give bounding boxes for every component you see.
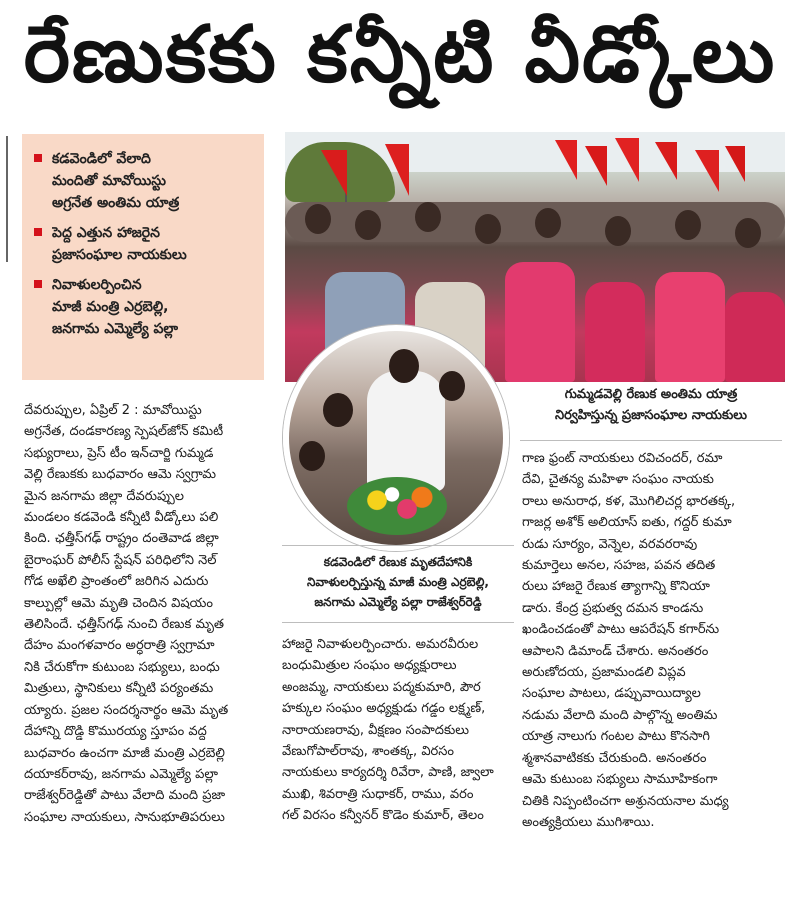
- body-line: కుమార్తెలు అనల, సహజ, పవన తదిత: [522, 558, 716, 574]
- tribute-inset-photo: [283, 325, 509, 551]
- body-line: తెలిసిందే. ఛత్తీస్‌గఢ్ నుంచి రేణుక మృత: [24, 617, 225, 633]
- body-line: యాత్ర నాలుగు గంటల పాటు కొనసాగి: [522, 729, 711, 745]
- body-line: అరుణోదయ, ప్రజామండలి విప్లవ: [522, 665, 686, 681]
- body-line: నారాయణరావు, వీక్షణం సంపాదకులు: [282, 722, 469, 738]
- person-white-shirt: [367, 371, 445, 491]
- pink-saree: [585, 282, 645, 382]
- person-head: [389, 349, 419, 383]
- body-line: బుధవారం ఉంచగా మాజీ మంత్రి ఎర్రబెల్లి: [24, 745, 225, 761]
- body-line: మండలం కడవెండి కన్నీటి వీడ్కోలు పలి: [24, 510, 219, 526]
- caption-line: గుమ్మడవెల్లి రేణుక అంతిమ యాత్ర: [564, 387, 738, 402]
- bullet-square-icon: [34, 154, 42, 162]
- body-line: కాల్పుల్లో ఆమె మృతి చెందిన విషయం: [24, 595, 213, 611]
- body-line: వెల్లి రేణుకకు బుధవారం ఆమె స్వగ్రామ: [24, 467, 217, 483]
- red-flag: [725, 146, 745, 182]
- red-flag: [321, 150, 347, 196]
- body-line: రుడు సూర్యం, వెన్నెల, వరవరరావు: [522, 536, 698, 552]
- article-column-2: [282, 634, 514, 827]
- body-line: హక్కుల సంఘం అధ్యక్షుడు గడ్డం లక్ష్మణ్,: [282, 701, 486, 717]
- highlight-line: నివాళులర్పించిన: [52, 277, 142, 293]
- body-line: గాజర్ల అశోక్ అలియాస్ ఐతు, గద్దర్ కుమా: [522, 515, 732, 531]
- person-head: [305, 204, 331, 234]
- red-flag: [385, 144, 409, 196]
- pink-saree: [725, 292, 785, 382]
- body-line: అంత్యక్రియలు ముగిశాయి.: [522, 814, 655, 830]
- body-line: అగ్రనేత, దండకారణ్య స్పెషల్‌జోన్ కమిటీ: [24, 424, 224, 440]
- highlight-item: [34, 274, 254, 340]
- body-line: ఆమె కుటుంబ సభ్యులు సామూహికంగా: [522, 772, 718, 788]
- caption-rule: [520, 440, 782, 441]
- person-head: [605, 216, 631, 246]
- highlight-line: ప్రజాసంఘాల నాయకులు: [52, 247, 187, 263]
- body-line: కింది. ఛత్తీస్‌గఢ్ రాష్ట్రం దంతెవాడ జిల్లా: [24, 531, 219, 547]
- person-head: [299, 441, 325, 471]
- caption-line: జనగామ ఎమ్మెల్యే పల్లా రాజేశ్వర్‌రెడ్డి: [314, 595, 482, 609]
- body-line: దయాకర్‌రావు, జనగామ ఎమ్మెల్యే పల్లా: [24, 766, 218, 782]
- person-head: [323, 393, 353, 427]
- body-line: రాజేశ్వర్‌రెడ్డితో పాటు వేలాది మంది ప్రజా: [24, 788, 226, 804]
- body-line: డారు. కేంద్ర ప్రభుత్వ దమన కాండను: [522, 600, 704, 616]
- body-line: దేహం మంగళవారం అర్ధరాత్రి స్వగ్రామా: [24, 638, 215, 654]
- body-line: రాలు అనురాధ, కళ, మొగిలిచర్ల భారతక్క,: [522, 493, 736, 509]
- margin-rule: [6, 136, 8, 262]
- red-flag: [655, 142, 677, 180]
- inset-photo-caption: [282, 552, 514, 612]
- body-line: సంఘాల నాయకులు, సానుభూతిపరులు: [24, 809, 225, 825]
- person-head: [475, 214, 501, 244]
- bullet-square-icon: [34, 228, 42, 236]
- highlight-line: అగ్రనేత అంతిమ యాత్ర: [52, 195, 180, 211]
- caption-rule: [282, 545, 514, 546]
- body-line: చితికి నిప్పంటించగా అశ్రునయనాల మధ్య: [522, 793, 729, 809]
- body-line: నికి చేరుకోగా కుటుంబ సభ్యులు, బంధు: [24, 659, 220, 675]
- pink-saree: [655, 272, 725, 382]
- person-head: [439, 371, 465, 401]
- red-flag: [585, 146, 607, 186]
- highlight-line: మందితో మావోయిస్టు: [52, 173, 166, 189]
- body-line: నాయకులు కార్యదర్శి రివేరా, పాణి, జ్వాలా: [282, 765, 494, 781]
- body-line: బైరాంఘర్ పోలీస్ స్టేషన్ పరిధిలోని నెల్: [24, 552, 217, 568]
- body-line: దేహాన్ని దొడ్డి కొమురయ్య స్తూపం వద్ద: [24, 724, 207, 740]
- highlight-item: [34, 148, 254, 214]
- caption-rule: [282, 622, 514, 623]
- body-line: సభ్యురాలు, ప్రెస్ టీం ఇన్‌చార్జి గుమ్మడ: [24, 445, 214, 461]
- caption-line: నిర్వహిస్తున్న ప్రజాసంఘాల నాయకులు: [554, 408, 747, 423]
- highlight-line: పెద్ద ఎత్తున హాజరైన: [52, 225, 160, 241]
- body-line: వేణుగోపాల్‌రావు, శాంతక్క, విరసం: [282, 744, 454, 760]
- pink-saree: [505, 262, 575, 382]
- main-photo-caption: [520, 384, 782, 426]
- body-line: దేవి, చైతన్య మహిళా సంఘం నాయకు: [522, 472, 714, 488]
- person-head: [355, 210, 381, 240]
- body-line: గోడ అఖేలి ప్రాంతంలో జరిగిన ఎదురు: [24, 574, 209, 590]
- body-line: మిత్రులు, స్థానికులు కన్నీటి పర్యంతమ: [24, 681, 214, 697]
- body-line: య్యారు. ప్రజల సందర్శనార్థం ఆమె మృత: [24, 702, 229, 718]
- body-line: రులు హాజరై రేణుక త్యాగాన్ని కొనియా: [522, 579, 710, 595]
- caption-line: నివాళులర్పిస్తున్న మాజీ మంత్రి ఎర్రబెల్లి,: [307, 575, 489, 589]
- article-column-3: [522, 448, 784, 833]
- red-flag: [555, 140, 577, 180]
- body-line: మైన జనగామ జిల్లా దేవరుప్పుల: [24, 488, 184, 504]
- body-line: ఖండించడంతో పాటు ఆపరేషన్ కగార్‌ను: [522, 622, 720, 638]
- person-head: [415, 202, 441, 232]
- article-column-1: [24, 400, 274, 828]
- body-line: దేవరుప్పుల, ఏప్రిల్ 2 : మావోయిస్టు: [24, 403, 202, 418]
- person-head: [735, 218, 761, 248]
- body-line: శ్మశానవాటికకు చేరుకుంది. అనంతరం: [522, 750, 707, 766]
- body-line: ముఖి, శివరాత్రి సుధాకర్, రాము, వరం: [282, 786, 474, 802]
- headline: రేణుకకు కన్నీటి వీడ్కోలు: [23, 9, 777, 100]
- caption-line: కడవెండిలో రేణుక మృతదేహానికి: [323, 555, 473, 569]
- red-flag: [695, 150, 719, 192]
- body-line: బంధుమిత్రుల సంఘం అధ్యక్షురాలు: [282, 658, 457, 674]
- highlight-line: కడవెండిలో వేలాది: [52, 151, 151, 167]
- highlight-item: [34, 222, 254, 266]
- person-head: [675, 210, 701, 240]
- body-line: గాణ ఫ్రంట్ నాయకులు రవిచందర్, రమా: [522, 451, 723, 466]
- red-flag: [615, 138, 639, 182]
- highlights-box: [22, 134, 264, 380]
- highlight-line: మాజీ మంత్రి ఎర్రబెల్లి,: [52, 299, 169, 315]
- flower-garland: [347, 477, 447, 535]
- body-line: గల్ విరసం కన్వీనర్ కొడెం కుమార్, తెలం: [282, 808, 484, 824]
- body-line: ఆపాలని డిమాండ్ చేశారు. అనంతరం: [522, 643, 709, 659]
- highlight-line: జనగామ ఎమ్మెల్యే పల్లా: [52, 321, 179, 337]
- body-line: నడుమ వేలాది మంది పాల్గొన్న అంతిమ: [522, 707, 718, 723]
- person-head: [535, 208, 561, 238]
- body-line: సంఘాల పాటలు, డప్పువాయిద్యాల: [522, 686, 701, 702]
- bullet-square-icon: [34, 280, 42, 288]
- body-line: అంజమ్మ, నాయకులు పద్మకుమారి, పౌర: [282, 679, 481, 695]
- body-line: హాజరై నివాళులర్పించారు. అమరవీరుల: [282, 637, 479, 652]
